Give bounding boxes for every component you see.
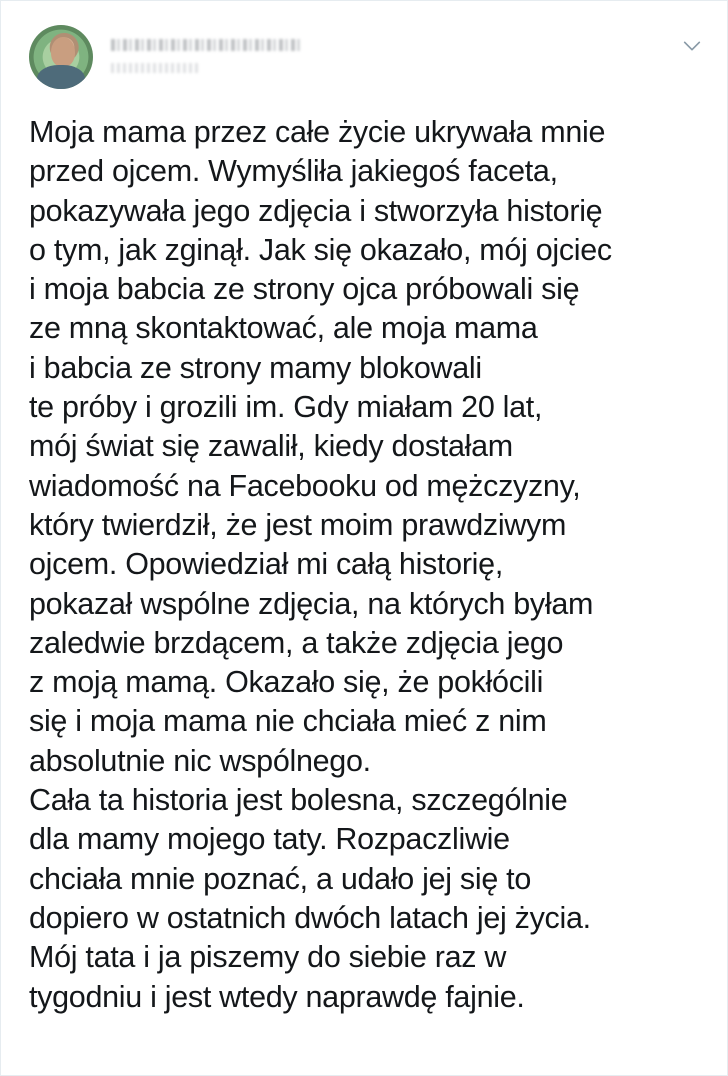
tweet-text-line: Cała ta historia jest bolesna, szczególnie <box>29 783 568 818</box>
tweet-text-line: wiadomość na Facebooku od mężczyzny, <box>29 468 581 503</box>
tweet-text-line: chciała mnie poznać, a udało jej się to <box>29 861 532 896</box>
tweet-text-line: te próby i grozili im. Gdy miałam 20 lat, <box>29 390 543 425</box>
tweet-text-line: ze mną skontaktować, ale moja mama <box>29 311 538 346</box>
blurred-display-name <box>111 39 301 51</box>
tweet-text-line: tygodniu i jest wtedy naprawdę fajnie. <box>29 979 525 1014</box>
tweet-text-line: Mój tata i ja piszemy do siebie raz w <box>29 940 507 975</box>
tweet-text-line: absolutnie nic wspólnego. <box>29 743 371 778</box>
tweet-text-line: który twierdził, że jest moim prawdziwym <box>29 507 567 542</box>
avatar-face <box>51 37 75 67</box>
tweet-header <box>1 1 728 97</box>
tweet-text-line: ojcem. Opowiedział mi całą historię, <box>29 547 503 582</box>
tweet-text-line: Moja mama przez całe życie ukrywała mnie <box>29 115 606 149</box>
tweet-text-line: o tym, jak zginął. Jak się okazało, mój ojciec <box>29 232 612 267</box>
tweet-text-line: dla mamy mojego taty. Rozpaczliwie <box>29 822 510 857</box>
chevron-down-icon[interactable] <box>681 35 703 57</box>
tweet-text-line: pokazywała jego zdjęcia i stworzyła historię <box>29 193 603 228</box>
blurred-username <box>111 63 201 73</box>
tweet-text-line: przed ojcem. Wymyśliła jakiegoś faceta, <box>29 154 558 189</box>
chevron-down-icon-svg <box>681 35 703 57</box>
tweet-text-line: pokazał wspólne zdjęcia, na których byłam <box>29 586 594 621</box>
tweet-text-line: z moją mamą. Okazało się, że pokłócili <box>29 665 544 700</box>
avatar[interactable] <box>29 25 93 89</box>
tweet-text-line: dopiero w ostatnich dwóch latach jej życia. <box>29 900 591 935</box>
author-info[interactable] <box>111 35 331 79</box>
tweet-text <box>29 113 709 1017</box>
avatar-shirt <box>37 65 85 89</box>
tweet-text-line: i babcia ze strony mamy blokowali <box>29 350 482 385</box>
tweet-text-line: zaledwie brzdącem, a także zdjęcia jego <box>29 625 564 660</box>
tweet-text-line: i moja babcia ze strony ojca próbowali się <box>29 272 580 307</box>
tweet-text-line: się i moja mama nie chciała mieć z nim <box>29 704 547 739</box>
tweet-text-line: mój świat się zawalił, kiedy dostałam <box>29 429 513 464</box>
